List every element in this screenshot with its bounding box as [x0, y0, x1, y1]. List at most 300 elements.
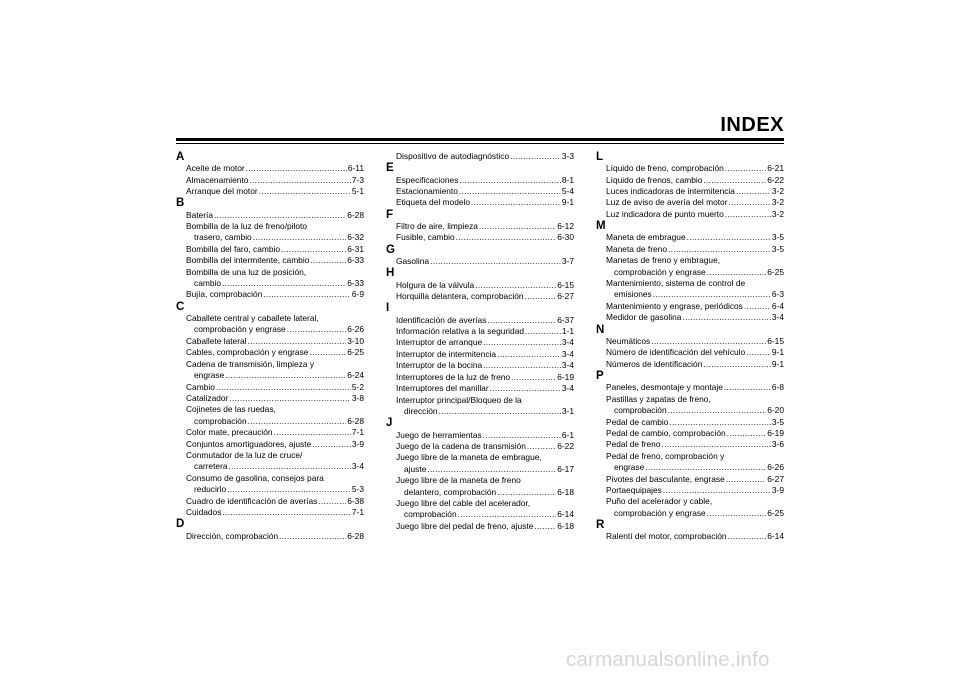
index-entry-line: [606, 451, 784, 462]
index-entry-line: [186, 416, 364, 427]
index-entry: [176, 163, 364, 174]
index-entry-text: Mantenimiento, sistema de control de: [606, 278, 746, 289]
dot-leader: [497, 349, 561, 360]
index-entry-line: [186, 347, 364, 358]
index-entry-page: 6-11: [347, 163, 364, 174]
index-entry-page: 6-32: [347, 232, 364, 243]
index-entry-page: 6-25: [347, 347, 364, 358]
index-entry-text: Arranque del motor: [186, 186, 258, 197]
dot-leader: [653, 289, 771, 300]
index-entry-text: Conmutador de la luz de cruce/: [186, 449, 303, 460]
index-entry-text: Bombilla del faro, cambio: [186, 243, 281, 254]
dot-leader: [511, 372, 556, 383]
index-entry: [596, 417, 784, 428]
index-entry: [386, 498, 574, 521]
index-entry-text: Caballete lateral: [186, 335, 247, 346]
index-entry-page: 6-26: [767, 462, 784, 473]
index-entry: [386, 337, 574, 348]
index-entry-line: [396, 151, 574, 162]
index-entry-line: [396, 291, 574, 302]
index-entry-line: [396, 521, 574, 532]
index-entry-line: [606, 278, 784, 289]
index-entry-line: [186, 175, 364, 186]
dot-leader: [703, 359, 771, 370]
index-entry: [386, 452, 574, 475]
index-entry: [596, 347, 784, 358]
index-entry-text: engrase: [614, 462, 645, 473]
index-entry: [176, 382, 364, 393]
index-entry-text: Interruptor de arranque: [396, 337, 483, 348]
index-entry-text: Batería: [186, 209, 214, 220]
index-entry-text: Maneta de embrague: [606, 232, 686, 243]
index-entry-page: 3-5: [771, 232, 784, 243]
index-entry-line: [186, 289, 364, 300]
index-entry-text: Pivotes del basculante, engrase: [606, 473, 725, 484]
index-entry-text: Etiqueta del modelo: [396, 197, 471, 208]
index-entry: [176, 221, 364, 244]
index-entry-line: [186, 255, 364, 266]
dot-leader: [471, 197, 561, 208]
index-entry-text: Juego de herramientas: [396, 429, 482, 440]
dot-leader: [459, 175, 561, 186]
index-entry-line: [186, 382, 364, 393]
index-letter-heading: E: [386, 162, 394, 175]
index-entry-page: 6-30: [557, 232, 574, 243]
index-entry: [386, 175, 574, 186]
index-entry-line: [396, 175, 574, 186]
index-entry-page: 8-1: [561, 174, 574, 185]
index-entry-page: 3-4: [561, 383, 574, 394]
index-entry: [596, 439, 784, 450]
index-entry-text: Juego libre del pedal de freno, ajuste: [396, 520, 534, 531]
dot-leader: [216, 382, 351, 393]
index-letter-heading: L: [596, 151, 604, 163]
dot-leader: [510, 151, 561, 162]
dot-leader: [222, 278, 346, 289]
index-entry-line: [186, 244, 364, 255]
index-entry-text: Interruptor de intermitencia: [396, 348, 497, 359]
index-entry: [596, 485, 784, 496]
index-entry-page: 6-22: [767, 174, 784, 185]
dot-leader: [707, 267, 767, 278]
index-entry-page: 6-22: [557, 440, 574, 451]
index-entry-line: [396, 315, 574, 326]
index-entry-page: 6-4: [771, 300, 784, 311]
index-entry-text: Gasolina: [396, 256, 430, 267]
index-entry-page: 6-27: [767, 473, 784, 484]
index-entry-line: [186, 267, 364, 278]
index-entry-text: Cadena de transmisión, limpieza y: [186, 358, 315, 369]
index-entry-line: [606, 175, 784, 186]
index-entry: [596, 175, 784, 186]
index-entry: [596, 336, 784, 347]
index-letter-heading: A: [176, 151, 185, 163]
index-entry: [176, 186, 364, 197]
index-entry-line: [396, 349, 574, 360]
index-entry-page: 7-3: [351, 174, 364, 185]
dot-leader: [661, 439, 770, 450]
index-entry-line: [606, 485, 784, 496]
index-entry-text: Interruptores de la luz de freno: [396, 371, 511, 382]
index-entry: [176, 393, 364, 404]
index-entry-line: [606, 508, 784, 519]
index-entry-line: [186, 313, 364, 324]
header-rule-thin: [176, 143, 784, 144]
index-entry-text: Cambio: [186, 381, 215, 392]
index-entry: [176, 404, 364, 427]
dot-leader: [249, 175, 351, 186]
index-entry-line: [606, 255, 784, 266]
index-entry: [176, 496, 364, 507]
index-entry-page: 6-21: [767, 163, 784, 174]
index-entry-page: 6-8: [771, 382, 784, 393]
index-entry-line: [606, 531, 784, 542]
index-entry-text: Manetas de freno y embrague,: [606, 255, 721, 266]
dot-leader: [312, 439, 351, 450]
index-entry-line: [396, 372, 574, 383]
index-letter-heading: B: [176, 197, 185, 210]
index-entry-line: [186, 221, 364, 232]
dot-leader: [274, 427, 351, 438]
index-entry-text: Neumáticos: [606, 335, 651, 346]
index-entry: [176, 427, 364, 438]
index-entry-text: Ralentí del motor, comprobación: [606, 531, 727, 542]
index-entry-page: 3-7: [561, 256, 574, 267]
index-entry: [386, 280, 574, 291]
dot-leader: [479, 221, 556, 232]
dot-leader: [725, 163, 766, 174]
index-entry-text: Luces indicadoras de intermitencia: [606, 186, 735, 197]
index-entry: [596, 232, 784, 243]
index-entry-line: [606, 347, 784, 358]
dot-leader: [490, 383, 561, 394]
index-entry-line: [186, 370, 364, 381]
dot-leader: [281, 244, 346, 255]
index-entry: [596, 209, 784, 220]
index-entry: [386, 383, 574, 394]
index-column-2: [386, 151, 574, 532]
index-entry-page: 3-2: [771, 197, 784, 208]
index-entry-line: [606, 312, 784, 323]
index-entry: [176, 473, 364, 496]
dot-leader: [729, 197, 771, 208]
index-entry-page: 6-28: [347, 530, 364, 541]
index-entry-text: trasero, cambio: [194, 232, 252, 243]
dot-leader: [663, 485, 771, 496]
index-entry: [176, 255, 364, 266]
index-entry-text: Pedal de freno, comprobación y: [606, 450, 725, 461]
index-entry-text: Bujía, comprobación: [186, 289, 263, 300]
index-entry-page: 6-19: [767, 427, 784, 438]
index-entry-page: 6-17: [557, 463, 574, 474]
dot-leader: [668, 405, 767, 416]
index-entry: [386, 441, 574, 452]
dot-leader: [427, 464, 556, 475]
index-entry-line: [186, 531, 364, 542]
index-entry-page: 9-1: [561, 197, 574, 208]
index-entry-line: [396, 337, 574, 348]
watermark-text: carmanualsonline.info: [566, 648, 770, 671]
index-entry-page: 1-1: [561, 326, 574, 337]
index-entry-text: Maneta de freno: [606, 243, 667, 254]
index-entry-text: Pedal de cambio, comprobación: [606, 427, 726, 438]
index-entry: [386, 430, 574, 441]
index-entry-line: [606, 197, 784, 208]
index-entry: [596, 301, 784, 312]
index-entry-page: 6-15: [767, 335, 784, 346]
index-entry-line: [396, 232, 574, 243]
index-letter-heading: F: [386, 208, 394, 221]
index-entry-line: [396, 475, 574, 486]
dot-leader: [253, 232, 347, 243]
index-entry-line: [606, 336, 784, 347]
index-letter-heading: M: [596, 220, 606, 233]
index-letter-heading: G: [386, 243, 395, 256]
index-entry-line: [396, 256, 574, 267]
index-entry-page: 6-20: [767, 405, 784, 416]
index-entry: [386, 395, 574, 418]
index-entry-page: 6-31: [347, 243, 364, 254]
index-entry-line: [606, 244, 784, 255]
index-entry: [596, 474, 784, 485]
index-entry-page: 6-18: [557, 520, 574, 531]
index-entry: [176, 507, 364, 518]
index-entry-line: [396, 383, 574, 394]
index-entry-text: Luz de aviso de avería del motor: [606, 197, 728, 208]
index-entry-line: [606, 289, 784, 300]
index-entry-text: comprobación y engrase: [614, 266, 706, 277]
dot-leader: [227, 484, 351, 495]
index-entry: [386, 232, 574, 243]
index-entry-line: [396, 430, 574, 441]
index-entry-text: reducirlo: [194, 484, 227, 495]
index-entry-text: Almacenamiento: [186, 174, 249, 185]
index-entry-text: Interruptor principal/Bloqueo de la: [396, 394, 522, 405]
index-entry: [596, 531, 784, 542]
index-entry: [386, 291, 574, 302]
dot-leader: [645, 462, 766, 473]
index-entry-text: Caballete central y caballete lateral,: [186, 313, 319, 324]
index-entry-text: Números de identificación: [606, 358, 703, 369]
index-entry-text: Juego libre del cable del acelerador,: [396, 497, 531, 508]
dot-leader: [430, 256, 561, 267]
index-entry-line: [606, 417, 784, 428]
dot-leader: [475, 280, 556, 291]
index-entry-line: [396, 221, 574, 232]
dot-leader: [527, 441, 556, 452]
index-entry-line: [606, 359, 784, 370]
index-entry: [386, 256, 574, 267]
index-entry-line: [186, 496, 364, 507]
dot-leader: [728, 531, 767, 542]
dot-leader: [229, 461, 351, 472]
index-letter-heading: D: [176, 518, 185, 531]
dot-leader: [525, 326, 561, 337]
index-entry-text: Identificación de averías: [396, 314, 487, 325]
index-entry-text: cambio: [194, 278, 221, 289]
index-entry-text: comprobación y engrase: [614, 507, 706, 518]
index-entry-page: 6-1: [561, 429, 574, 440]
index-entry-text: Juego de la cadena de transmisión: [396, 440, 526, 451]
dot-leader: [248, 336, 347, 347]
index-entry-line: [396, 406, 574, 417]
index-entry-line: [186, 336, 364, 347]
index-entry-line: [186, 404, 364, 415]
index-entry-text: Filtro de aire, limpieza: [396, 221, 478, 232]
index-entry-line: [186, 163, 364, 174]
index-entry-line: [606, 267, 784, 278]
index-entry: [176, 267, 364, 290]
index-entry-line: [606, 394, 784, 405]
index-entry-line: [606, 382, 784, 393]
index-entry-text: engrase: [194, 370, 225, 381]
index-entry-text: Luz indicadora de punto muerto: [606, 208, 724, 219]
index-entry-text: Estacionamiento: [396, 186, 458, 197]
dot-leader: [736, 186, 771, 197]
index-entry-text: emisiones: [614, 289, 652, 300]
index-entry-line: [186, 473, 364, 484]
index-entry-text: Bombilla del intermitente, cambio: [186, 255, 310, 266]
index-entry-line: [186, 232, 364, 243]
index-entry-line: [606, 496, 784, 507]
index-entry-text: Conjuntos amortiguadores, ajuste: [186, 438, 312, 449]
index-letter-heading: C: [176, 300, 185, 313]
index-entry-line: [396, 498, 574, 509]
index-entry-page: 9-1: [771, 347, 784, 358]
index-letter-heading: I: [386, 302, 390, 315]
index-column-3: [596, 151, 784, 543]
index-entry-page: 6-37: [557, 314, 574, 325]
dot-leader: [725, 209, 771, 220]
index-entry-page: 3-4: [771, 312, 784, 323]
dot-leader: [651, 336, 766, 347]
index-letter-heading: H: [386, 267, 395, 280]
index-entry-line: [606, 462, 784, 473]
index-entry-line: [396, 441, 574, 452]
dot-leader: [246, 163, 347, 174]
index-entry-text: Portaequipajes: [606, 484, 662, 495]
index-entry-text: Aceite de motor: [186, 163, 245, 174]
index-entry-page: 6-33: [347, 255, 364, 266]
dot-leader: [263, 289, 351, 300]
index-entry: [596, 278, 784, 301]
index-entry-text: Juego libre de la maneta de freno: [396, 475, 521, 486]
index-entry-text: Cables, comprobación y engrase: [186, 347, 309, 358]
index-entry-page: 5-3: [351, 484, 364, 495]
dot-leader: [248, 416, 347, 427]
index-entry: [176, 336, 364, 347]
index-entry-text: Bombilla de la luz de freno/piloto: [186, 221, 308, 232]
index-entry-line: [606, 439, 784, 450]
index-entry: [596, 186, 784, 197]
dot-leader: [483, 337, 561, 348]
index-entry-line: [396, 360, 574, 371]
index-entry-line: [396, 395, 574, 406]
index-entry-page: 3-4: [561, 360, 574, 371]
index-entry-line: [396, 280, 574, 291]
index-entry-text: dirección: [404, 405, 438, 416]
index-entry-page: 6-14: [767, 531, 784, 542]
index-entry-page: 6-28: [347, 209, 364, 220]
index-entry-text: ajuste: [404, 463, 427, 474]
index-entry: [386, 475, 574, 498]
index-entry-page: 6-24: [347, 370, 364, 381]
index-entry-line: [606, 301, 784, 312]
index-entry-page: 6-15: [557, 279, 574, 290]
index-letter-heading: J: [386, 417, 393, 430]
index-entry: [596, 312, 784, 323]
dot-leader: [669, 417, 771, 428]
index-entry: [386, 360, 574, 371]
index-entry-page: 6-18: [557, 486, 574, 497]
index-entry-line: [186, 210, 364, 221]
dot-leader: [534, 521, 556, 532]
index-entry: [386, 197, 574, 208]
dot-leader: [214, 210, 346, 221]
index-entry: [176, 439, 364, 450]
index-entry-text: Interruptores del manillar: [396, 383, 489, 394]
index-entry: [386, 372, 574, 383]
index-entry-text: Interruptor de la bocina: [396, 360, 483, 371]
dot-leader: [225, 370, 346, 381]
index-entry-text: Cojinetes de las ruedas,: [186, 404, 276, 415]
dot-leader: [707, 508, 767, 519]
index-entry-page: 3-2: [771, 186, 784, 197]
index-entry-page: 3-10: [347, 335, 364, 346]
index-entry: [386, 349, 574, 360]
page-title: INDEX: [720, 114, 784, 136]
index-entry-text: comprobación: [194, 415, 247, 426]
index-letter-heading: N: [596, 323, 605, 336]
index-entry-page: 9-1: [771, 358, 784, 369]
index-entry-page: 3-5: [771, 416, 784, 427]
index-entry-text: Pedal de cambio: [606, 416, 669, 427]
dot-leader: [287, 324, 347, 335]
dot-leader: [309, 347, 346, 358]
index-entry-text: Dispositivo de autodiagnóstico: [396, 151, 510, 161]
index-entry-text: Cuidados: [186, 506, 222, 517]
index-entry-text: Pedal de freno: [606, 439, 661, 450]
dot-leader: [703, 175, 766, 186]
index-entry: [176, 531, 364, 542]
index-entry: [386, 315, 574, 326]
dot-leader: [458, 509, 557, 520]
index-entry-page: 3-9: [771, 484, 784, 495]
index-entry-text: Horquilla delantera, comprobación: [396, 291, 524, 302]
dot-leader: [229, 393, 351, 404]
dot-leader: [456, 232, 557, 243]
index-entry: [596, 394, 784, 417]
index-entry-text: Paneles, desmontaje y montaje: [606, 382, 723, 393]
index-entry-page: 5-4: [561, 186, 574, 197]
dot-leader: [483, 430, 561, 441]
index-entry-text: comprobación y engrase: [194, 324, 286, 335]
index-entry-line: [186, 484, 364, 495]
index-entry-line: [186, 278, 364, 289]
index-entry-line: [186, 324, 364, 335]
dot-leader: [746, 347, 771, 358]
index-entry: [176, 210, 364, 221]
index-entry-text: Especificaciones: [396, 174, 459, 185]
index-entry: [176, 289, 364, 300]
index-entry-text: comprobación: [614, 405, 667, 416]
index-entry-line: [606, 186, 784, 197]
index-entry-line: [606, 428, 784, 439]
index-entry-page: 7-1: [351, 506, 364, 517]
index-entry: [176, 175, 364, 186]
index-entry-page: 3-5: [771, 243, 784, 254]
dot-leader: [682, 312, 770, 323]
